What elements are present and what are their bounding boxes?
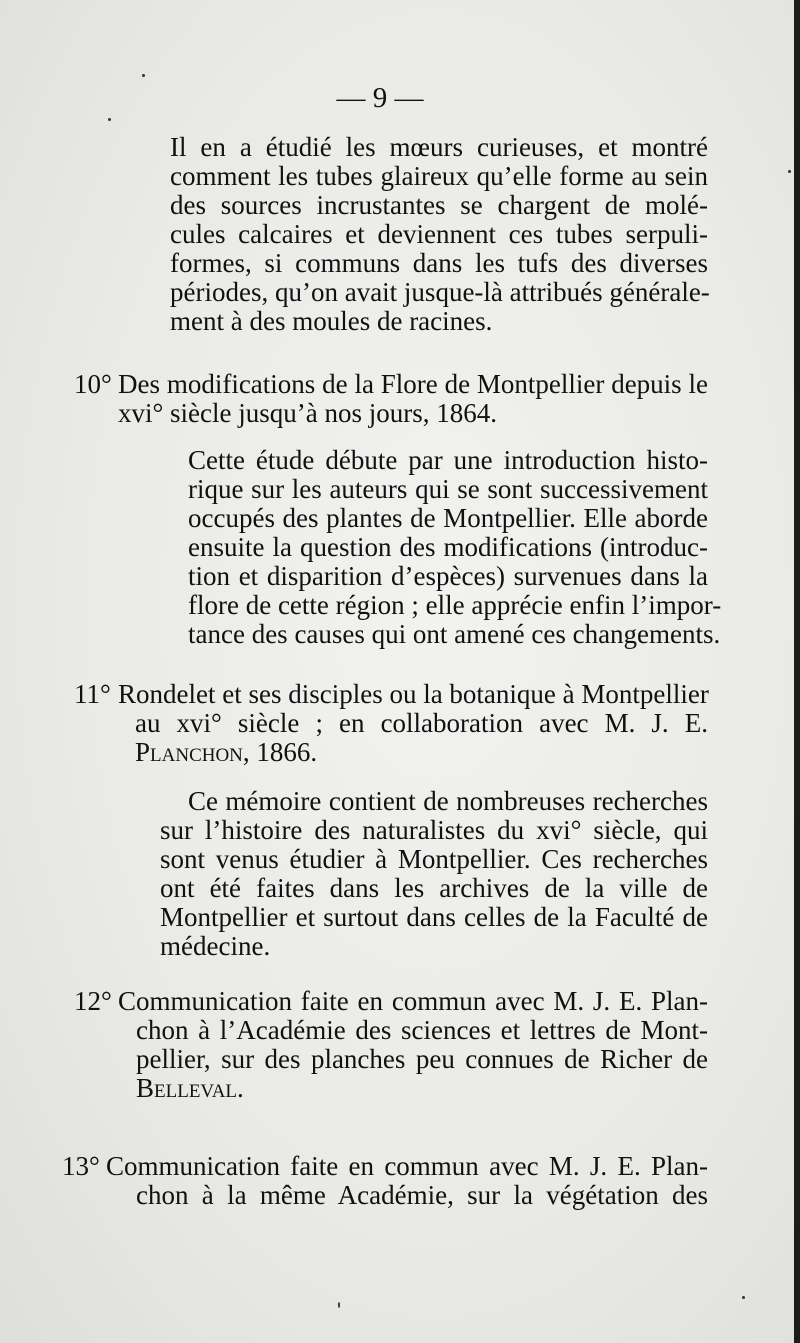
text-line: au xvi° siècle ; en collaboration avec M. J. E. — [135, 708, 708, 738]
text-line: formes, si communs dans les tufs des diverses — [170, 248, 708, 278]
text-line: ensuite la question des modifications (introduc- — [188, 532, 708, 562]
text-line: chon à l’Académie des sciences et lettres de Mont- — [136, 1015, 708, 1045]
ink-speck — [742, 1296, 745, 1299]
item-marker: 13° — [62, 1151, 100, 1181]
text-line: sur l’histoire des naturalistes du xvi° siècle, qui — [160, 815, 708, 845]
text-line: Planchon, 1866. — [135, 737, 318, 767]
text-line: des sources incrustantes se chargent de molé- — [170, 190, 708, 220]
text-line: Rondelet et ses disciples ou la botanique à Montpellier — [118, 679, 709, 709]
page-number: — 9 — — [336, 82, 424, 114]
item-heading-continued — [136, 1016, 708, 1103]
text-line: médecine. — [160, 931, 271, 961]
item-heading — [118, 370, 708, 428]
text-line: occupés des plantes de Montpellier. Elle aborde — [188, 503, 708, 533]
text-line: Cette étude débute par une introduction histo- — [188, 445, 708, 475]
text-line: périodes, qu’on avait jusque-là attribués générale- — [170, 277, 710, 307]
text-line: Montpellier et surtout dans celles de la Faculté de — [160, 902, 708, 932]
ink-speck — [142, 74, 145, 77]
item-heading — [106, 1152, 708, 1181]
text-line: Communication faite en commun avec M. J. E. Plan- — [118, 986, 708, 1016]
ink-speck — [108, 118, 111, 121]
text-line: ont été faites dans les archives de la ville de — [160, 873, 708, 903]
ink-speck — [338, 1302, 340, 1308]
item-heading — [118, 680, 708, 767]
text-line: Ce mémoire contient de nombreuses recherches — [188, 786, 708, 816]
item-marker: 11° — [74, 679, 111, 709]
item-description — [188, 445, 722, 649]
item-heading — [118, 987, 708, 1016]
ink-speck — [788, 170, 791, 173]
text-line: tion et disparition d’espèces) survenues dans la — [188, 561, 708, 591]
text-line: rique sur les auteurs qui se sont successivement — [188, 474, 708, 504]
item-description — [188, 787, 708, 816]
text-line: chon à la même Académie, sur la végétation des — [136, 1180, 708, 1210]
text-line: Il en a étudié les mœurs curieuses, et montré — [170, 132, 708, 162]
text-line: flore de cette région ; elle apprécie enfin l’impor- — [188, 590, 722, 620]
text-line: xvi° siècle jusqu’à nos jours, 1864. — [118, 398, 498, 428]
text-line: Belleval. — [136, 1073, 244, 1103]
item-marker: 12° — [74, 986, 112, 1016]
item-heading-continued — [136, 1181, 708, 1210]
text-line: comment les tubes glaireux qu’elle forme au sein — [170, 161, 708, 191]
text-line: Des modifications de la Flore de Montpellier depuis le — [118, 369, 708, 399]
text-line: Communication faite en commun avec M. J. E. Plan- — [106, 1151, 708, 1181]
text-line: pellier, sur des planches peu connues de Richer de — [136, 1044, 708, 1074]
text-line: ment à des moules de racines. — [170, 306, 493, 336]
text-line: tance des causes qui ont amené ces changements. — [188, 619, 721, 649]
text-line: sont venus étudier à Montpellier. Ces recherches — [160, 844, 708, 874]
intro-paragraph — [170, 133, 708, 336]
item-marker: 10° — [74, 369, 112, 399]
text-line: cules calcaires et deviennent ces tubes serpuli- — [170, 219, 708, 249]
item-description-continued — [160, 816, 708, 961]
